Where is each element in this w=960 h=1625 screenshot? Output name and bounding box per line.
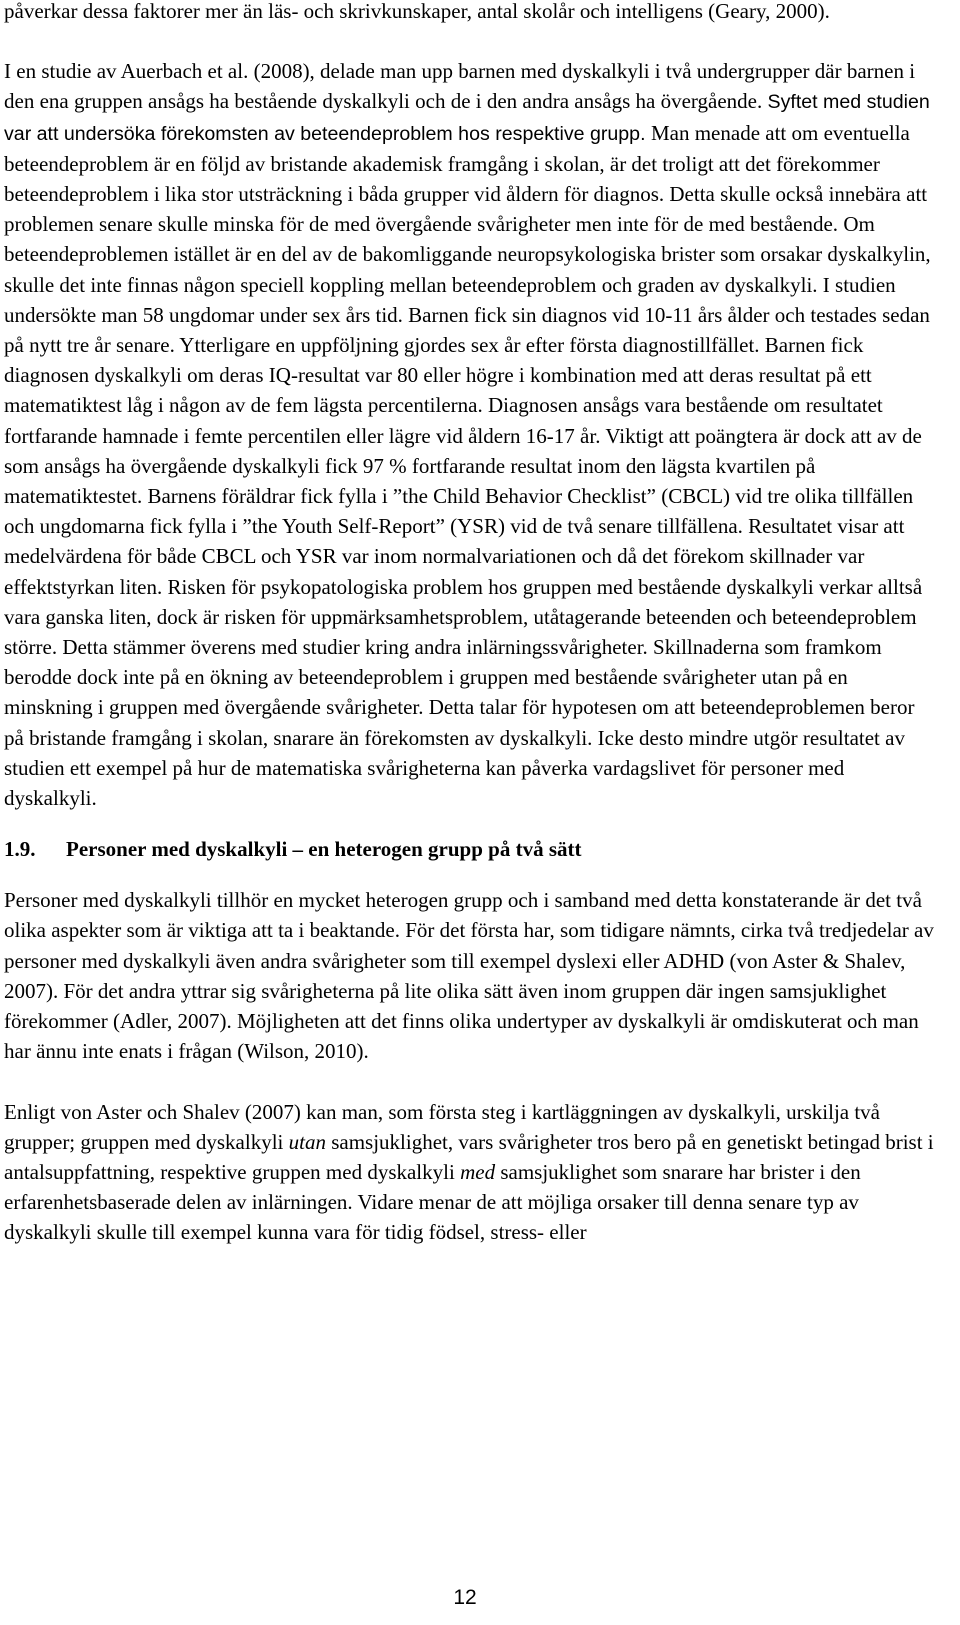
heterogen-group-paragraph: Personer med dyskalkyli tillhör en mycket heterogen grupp och i samband med detta konstaterande är det två olika aspekter som är viktiga att ta i beaktande. För det första har, som tidigare nämnts, cirka två tredjedelar av personer med dyskalkyli även andra svårigheter som till exempel dyslexi eller ADHD (von Aster & Shalev, 2007). För det andra yttrar sig svårigheterna på lite olika sätt även inom gruppen där ingen samsjuklighet förekommer (Adler, 2007). Möjligheten att det finns olika undertyper av dyskalkyli är omdiskuterat och man har ännu inte enats i frågan (Wilson, 2010). [4,888,934,1064]
auerbach-sentence-3: Man menade att om eventuella beteendeproblem är en följd av bristande akademisk framgång i skolan, är det troligt att det förekommer beteendeproblem i lika stor utsträckning i båda grupper vid åldern för diagnos. [4,120,910,207]
aster-part-2: samsjuklighet, vars svårigheter tros bero på en genetiskt betingad brist i antalsuppfattning, respektive gruppen med dyskalkyli [4,1129,934,1184]
page-number: 12 [453,1586,477,1609]
section-number: 1.9. [4,837,36,862]
auerbach-sentence-2: Syftet med studien var att undersöka förekomsten av beteendeproblem hos respektive grupp. [4,91,930,145]
section-heading [4,834,934,864]
auerbach-sentence-5: Om beteendeproblemen istället är en del av de bakomliggande neuropsykologiska brister som orsakar dyskalkylin, skulle det inte finnas någon speciell koppling mellan beteendeproblem och graden av dyskalkyli. I studien undersökte man 58 ungdomar under sex års tid. Barnen fick sin diagnos vid 10-11 års ålder och testades sedan på nytt tre år senare. Ytterligare en uppföljning gjordes sex år efter första diagnostillfället. Barnen fick diagnosen dyskalkyli om deras IQ-resultat var 80 eller högre i kombination med att deras resultat på ett matematiktest låg i någon av de fem lägsta percentilerna. Diagnosen ansågs vara bestående om resultatet fortfarande hamnade i femte percentilen eller lägre vid åldern 16-17 år. Viktigt att poängtera är dock att av de som ansågs ha övergående dyskalkyli fick 97 % fortfarande resultat inom den lägsta kvartilen på matematiktestet. Barnens föräldrar fick fylla i ”the Child Behavior Checklist” (CBCL) vid tre olika tillfällen och ungdomarna fick fylla i ”the Youth Self-Report” (YSR) vid de två senare tillfällena. Resultatet visar att medelvärdena för både CBCL och YSR var inom normalvariationen och då det förekom skillnader var effektstyrkan liten. Risken för psykopatologiska problem hos gruppen med bestående dyskalkyli verkar alltså vara ganska liten, dock är risken för uppmärksamhetsproblem, utåtagerande beteenden och beteendeproblem större. Detta stämmer överens med studier kring andra inlärningssvårigheter. Skillnaderna som framkom berodde dock inte på en ökning av beteendeproblem i gruppen med bestående svårigheter utan på en minskning i gruppen med övergående svårigheter. Detta talar för hypotesen om att beteendeproblemen beror på bristande framgång i skolan, snarare än förekomsten av dyskalkyli. Icke desto mindre utgör resultatet av studien ett exempel på hur de matematiska svårigheterna kan påverka vardagslivet för personer med dyskalkyli. [4,212,931,811]
auerbach-sentence-1: I en studie av Auerbach et al. (2008), delade man upp barnen med dyskalkyli i två undergrupper där barnen i den ena gruppen ansågs ha bestående dyskalkyli och de i den andra ansågs ha övergående. [4,59,916,114]
von-aster-paragraph [4,1097,934,1248]
intro-paragraph: påverkar dessa faktorer mer än läs- och skrivkunskaper, antal skolår och intelligens (Geary, 2000). [4,0,830,23]
aster-part-3: samsjuklighet som snarare har brister i den erfarenhetsbaserade delen av inlärningen. Vidare menar de att möjliga orsaker till denna senare typ av dyskalkyli skulle till exempel kunna vara för tidig födsel, stress- eller [4,1159,861,1245]
aster-part-1: Enligt von Aster och Shalev (2007) kan man, som första steg i kartläggningen av dyskalkyli, urskilja två grupper; gruppen med dyskalkyli [4,1099,881,1154]
auerbach-study-paragraph [4,56,934,813]
document-page [4,0,934,1248]
aster-emphasis-med: med [460,1159,496,1184]
aster-emphasis-utan: utan [288,1129,326,1154]
section-title: Personer med dyskalkyli – en heterogen grupp på två sätt [66,837,582,862]
auerbach-sentence-4: Detta skulle också innebära att problemen senare skulle minska för de med övergående svårigheter men inte för de med bestående. [4,182,928,237]
